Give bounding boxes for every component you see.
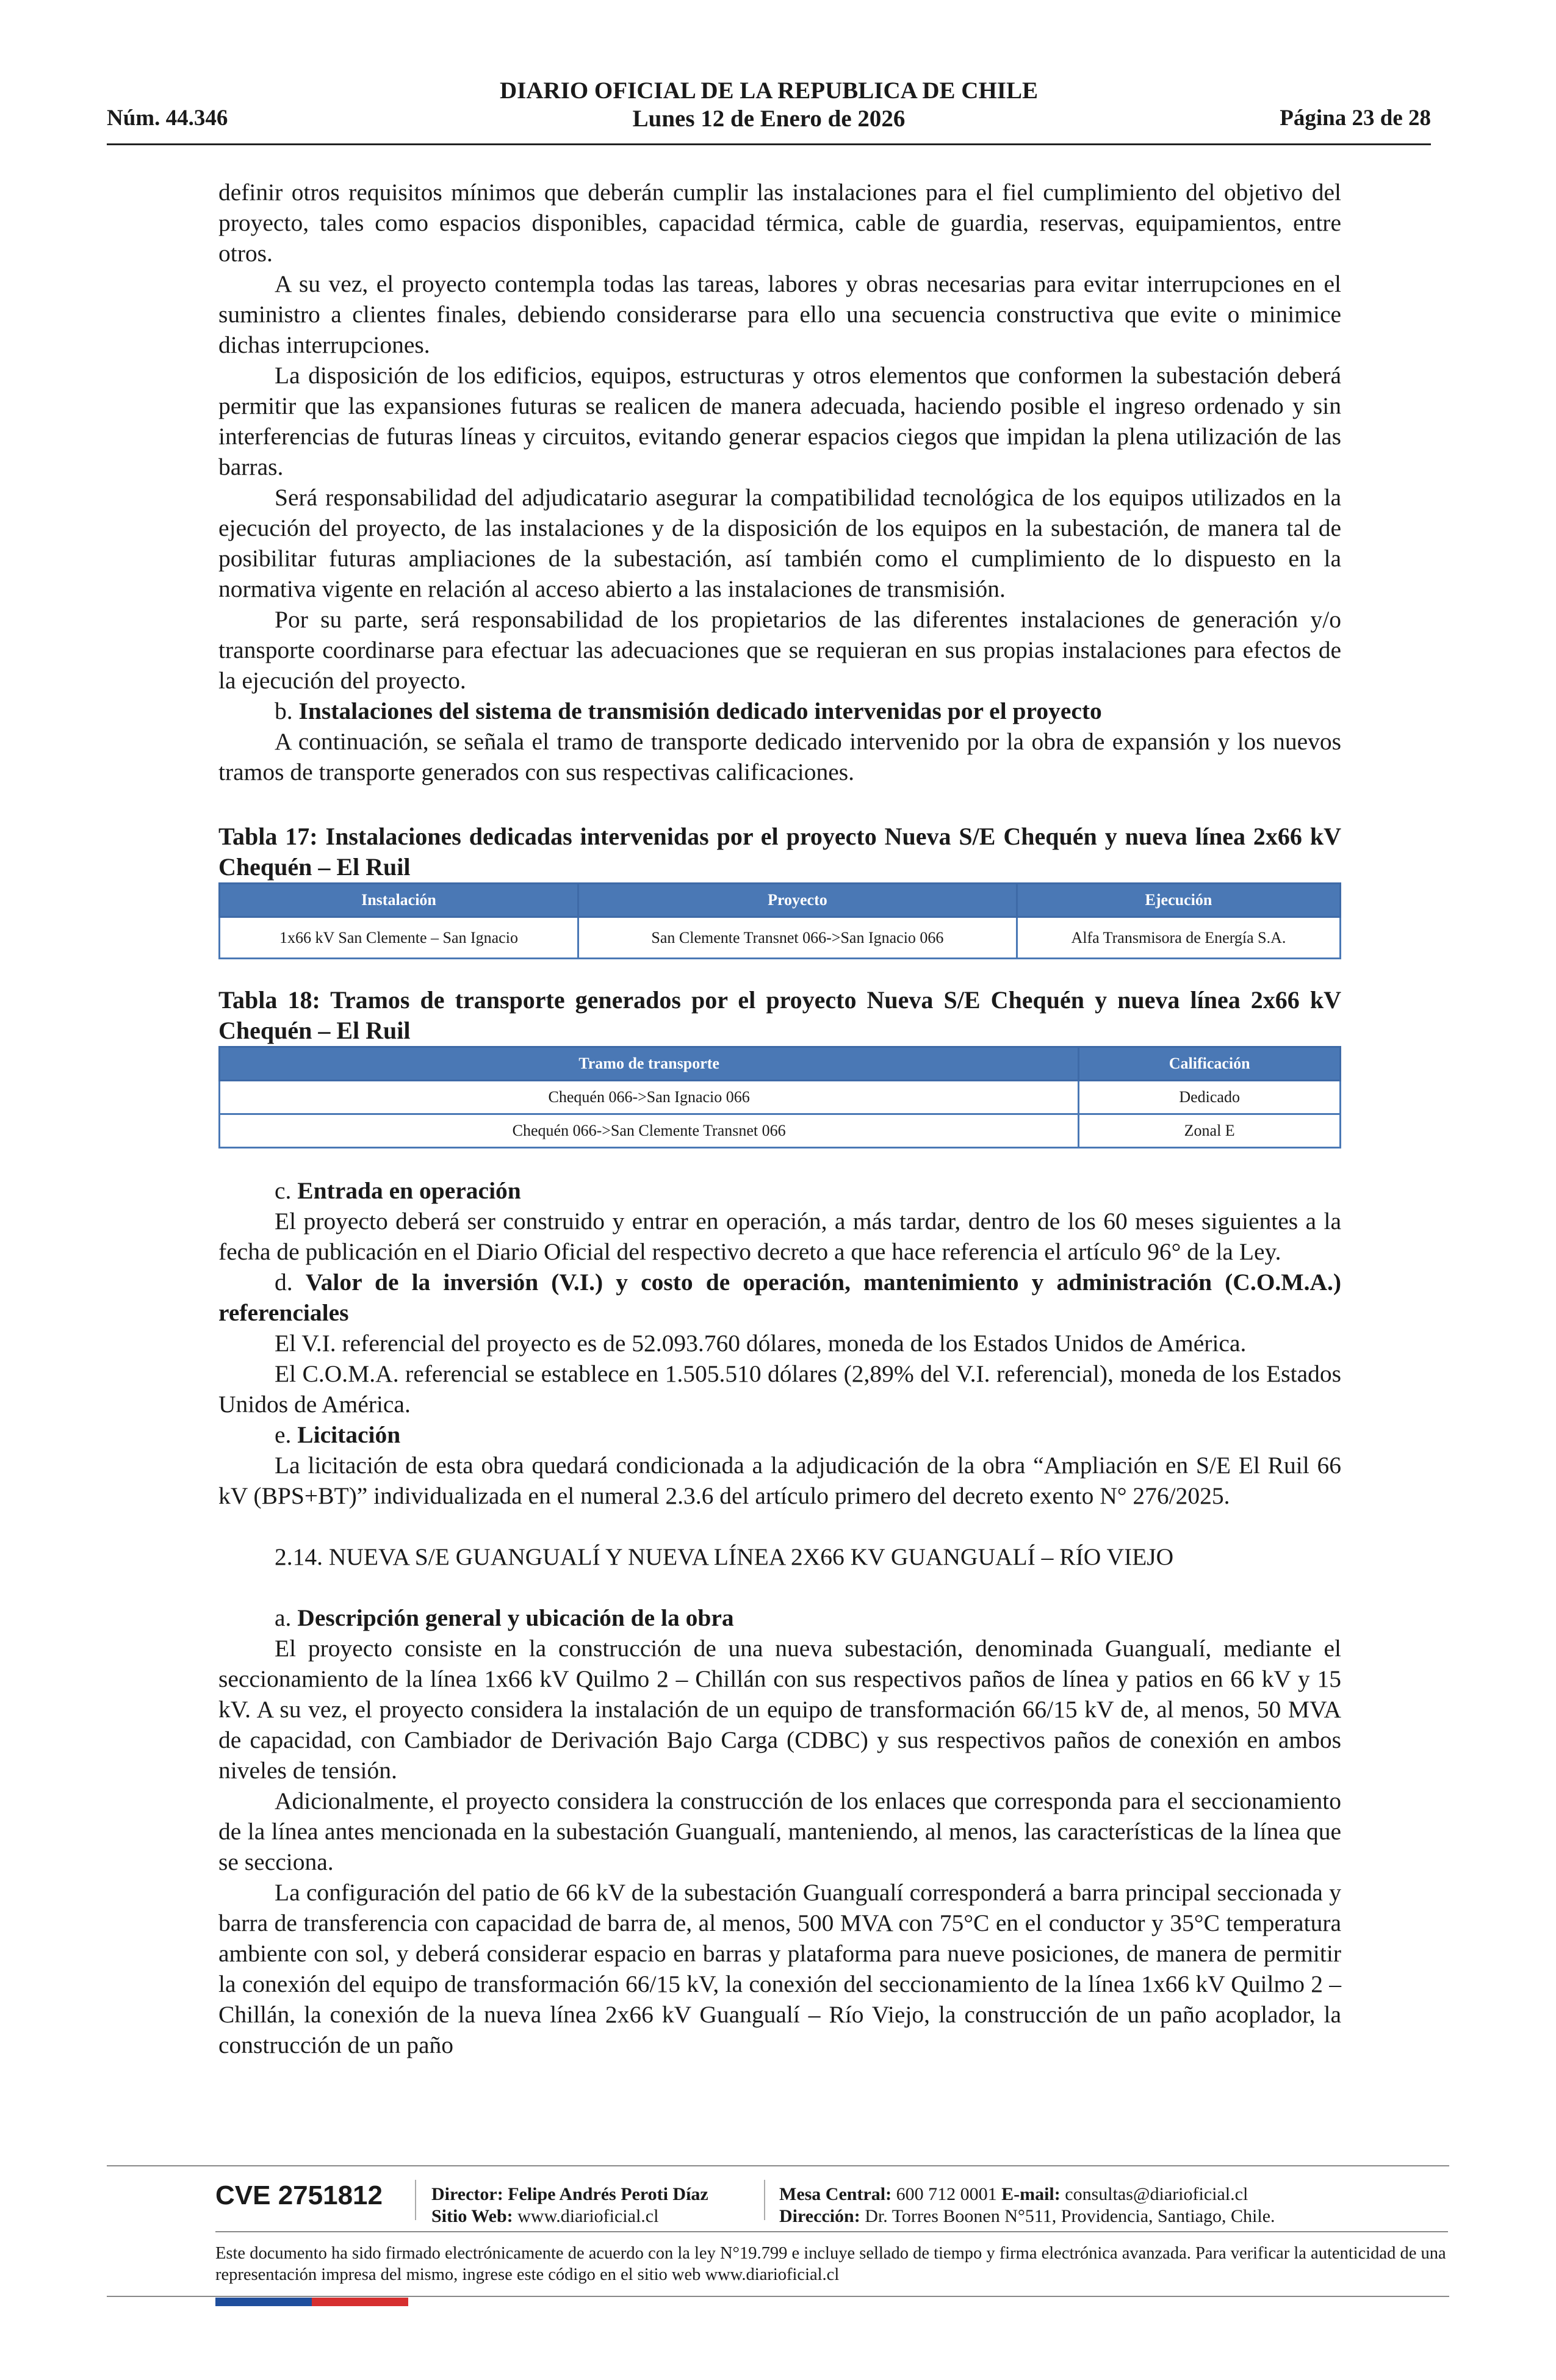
subsection-title: Instalaciones del sistema de transmisión dedicado intervenidas por el proyecto [298, 698, 1102, 724]
table-row [220, 1114, 1341, 1148]
page-header [107, 73, 1431, 145]
cve-code: CVE 2751812 [215, 2180, 383, 2210]
paragraph: definir otros requisitos mínimos que deberán cumplir las instalaciones para el fiel cumplimiento del objetivo del proyecto, tales como espacios disponibles, capacidad térmica, cable de guardia, reservas, equipamientos, entre otros. [218, 179, 1341, 267]
table-header-cell: Tramo de transporte [220, 1047, 1079, 1081]
subsection-letter: a. [275, 1604, 292, 1631]
address-value: Dr. Torres Boonen N°511, Providencia, Santiago, Chile. [865, 2206, 1275, 2226]
paragraph: Será responsabilidad del adjudicatario asegurar la compatibilidad tecnológica de los equipos utilizados en la ejecución del proyecto, de las instalaciones y de la disposición de los equipos en la subestación, de manera tal de posibilitar futuras ampliaciones de la subestación, así también como el cumplimiento de lo dispuesto en la normativa vigente en relación al acceso abierto a las instalaciones de transmisión. [218, 484, 1341, 602]
issue-number: Núm. 44.346 [107, 106, 228, 131]
footer-divider [215, 2231, 1448, 2232]
flag-stripe-blue [215, 2298, 312, 2306]
paragraph: A continuación, se señala el tramo de transporte dedicado intervenido por la obra de expansión y los nuevos tramos de transporte generados con sus respectivas calificaciones. [218, 728, 1341, 785]
subsection-title: Licitación [297, 1421, 401, 1448]
paragraph: El proyecto deberá ser construido y entrar en operación, a más tardar, dentro de los 60 meses siguientes a la fecha de publicación en el Diario Oficial del respectivo decreto a que hace referencia el artículo 96° de la Ley. [218, 1208, 1341, 1265]
table-cell: Chequén 066->San Ignacio 066 [220, 1081, 1079, 1114]
subsection-b-heading [218, 696, 1341, 726]
site-label: Sitio Web: [431, 2206, 513, 2226]
table-17-caption: Tabla 17: Instalaciones dedicadas intervenidas por el proyecto Nueva S/E Chequén y nueva línea 2x66 kV Chequén – El Ruil [218, 823, 1341, 881]
subsection-title: Descripción general y ubicación de la obra [297, 1604, 734, 1631]
subsection-c-heading [218, 1175, 1341, 1206]
footer-divider [107, 2165, 1449, 2166]
subsection-title: Valor de la inversión (V.I.) y costo de operación, mantenimiento y administración (C.O.M.A.) referenciales [218, 1269, 1342, 1326]
site-link[interactable]: www.diarioficial.cl [517, 2206, 659, 2226]
mesa-label: Mesa Central: [779, 2184, 892, 2204]
subsection-d-heading [218, 1267, 1341, 1328]
footer-divider [107, 2296, 1449, 2297]
table-header-row [220, 884, 1341, 917]
subsection-a-heading [218, 1603, 1341, 1633]
paragraph: El proyecto consiste en la construcción de una nueva subestación, denominada Guangualí, mediante el seccionamiento de la línea 1x66 kV Quilmo 2 – Chillán con sus respectivos paños de línea y patios en 66 kV y 15 kV. A su vez, el proyecto considera la instalación de un equipo de transformación 66/15 kV de, al menos, 50 MVA de capacidad, con Cambiador de Derivación Bajo Carga (CDBC) y sus respectivos paños de conexión en ambos niveles de tensión. [218, 1635, 1341, 1784]
table-cell: Alfa Transmisora de Energía S.A. [1017, 917, 1340, 959]
table-cell: Dedicado [1079, 1081, 1341, 1114]
signature-note: Este documento ha sido firmado electrónicamente de acuerdo con la ley N°19.799 e incluye sellado de tiempo y firma electrónica avanzada. Para verificar la autenticidad de una representación impresa del mismo, ingrese este código en el sitio web www.diarioficial.cl [215, 2244, 1446, 2284]
table-header-cell: Instalación [220, 884, 578, 917]
issue-date: Lunes 12 de Enero de 2026 [632, 106, 906, 132]
table-header-row [220, 1047, 1341, 1081]
address-label: Dirección: [779, 2206, 860, 2226]
section-heading: 2.14. NUEVA S/E GUANGUALÍ Y NUEVA LÍNEA 2X66 KV GUANGUALÍ – RÍO VIEJO [275, 1543, 1174, 1570]
table-header-cell: Proyecto [578, 884, 1017, 917]
table-header-cell: Calificación [1079, 1047, 1341, 1081]
email-label: E-mail: [1001, 2184, 1061, 2204]
footer-separator [415, 2180, 416, 2220]
table-cell: 1x66 kV San Clemente – San Ignacio [220, 917, 578, 959]
paragraph: La licitación de esta obra quedará condicionada a la adjudicación de la obra “Ampliación en S/E El Ruil 66 kV (BPS+BT)” individualizada en el numeral 2.3.6 del artículo primero del decreto exento N° 276/2025. [218, 1452, 1341, 1509]
contact-block [779, 2183, 1275, 2227]
subsection-e-heading [218, 1419, 1341, 1450]
page-number: Página 23 de 28 [1280, 106, 1431, 131]
table-cell: San Clemente Transnet 066->San Ignacio 066 [578, 917, 1017, 959]
subsection-letter: c. [275, 1177, 292, 1204]
subsection-letter: b. [275, 698, 293, 724]
table-18 [218, 1046, 1341, 1149]
subsection-title: Entrada en operación [297, 1177, 521, 1204]
paragraph: La configuración del patio de 66 kV de la subestación Guangualí corresponderá a barra principal seccionada y barra de transferencia con capacidad de barra de, al menos, 500 MVA con 75°C en el conductor y 35°C temperatura ambiente con sol, y deberá considerar espacio en barras y plataforma para nueve posiciones, de manera de permitir la conexión del equipo de transformación 66/15 kV, la conexión del seccionamiento de la línea 1x66 kV Quilmo 2 – Chillán, la conexión de la nueva línea 2x66 kV Guangualí – Río Viejo, la construcción de un paño acoplador, la construcción de un paño [218, 1879, 1341, 2058]
paragraph: A su vez, el proyecto contempla todas las tareas, labores y obras necesarias para evitar interrupciones en el suministro a clientes finales, debiendo considerarse para ello una secuencia constructiva que evite o minimice dichas interrupciones. [218, 270, 1341, 358]
email-link[interactable]: consultas@diarioficial.cl [1065, 2184, 1248, 2204]
table-header-cell: Ejecución [1017, 884, 1340, 917]
newspaper-title: DIARIO OFICIAL DE LA REPUBLICA DE CHILE [499, 78, 1038, 104]
director-block [431, 2183, 708, 2227]
subsection-letter: d. [275, 1269, 293, 1296]
paragraph: La disposición de los edificios, equipos, estructuras y otros elementos que conformen la subestación deberá permitir que las expansiones futuras se realicen de manera adecuada, haciendo posible el ingreso ordenado y sin interferencias de futuras líneas y circuitos, evitando generar espacios ciegos que impidan la plena utilización de las barras. [218, 362, 1341, 480]
paragraph: El V.I. referencial del proyecto es de 52.093.760 dólares, moneda de los Estados Unidos de América. [275, 1330, 1247, 1357]
footer-separator [764, 2180, 765, 2220]
table-17 [218, 882, 1341, 959]
paragraph: Adicionalmente, el proyecto considera la construcción de los enlaces que corresponda para el seccionamiento de la línea antes mencionada en la subestación Guangualí, manteniendo, al menos, las características de la línea que se secciona. [218, 1787, 1341, 1875]
phone-number: 600 712 0001 [896, 2184, 997, 2204]
table-18-caption: Tabla 18: Tramos de transporte generados por el proyecto Nueva S/E Chequén y nueva línea 2x66 kV Chequén – El Ruil [218, 986, 1341, 1044]
flag-stripe-red [312, 2298, 408, 2306]
table-cell: Chequén 066->San Clemente Transnet 066 [220, 1114, 1079, 1148]
masthead [107, 77, 1431, 133]
table-row [220, 1081, 1341, 1114]
paragraph: Por su parte, será responsabilidad de los propietarios de las diferentes instalaciones de generación y/o transporte coordinarse para efectuar las adecuaciones que se requieran en sus propias instalaciones para efectos de la ejecución del proyecto. [218, 606, 1341, 694]
document-body [218, 177, 1341, 2060]
paragraph: El C.O.M.A. referencial se establece en 1.505.510 dólares (2,89% del V.I. referencial), moneda de los Estados Unidos de América. [218, 1360, 1341, 1418]
table-cell: Zonal E [1079, 1114, 1341, 1148]
subsection-letter: e. [275, 1421, 292, 1448]
director-label: Director: Felipe Andrés Peroti Díaz [431, 2184, 708, 2204]
table-row [220, 917, 1341, 959]
